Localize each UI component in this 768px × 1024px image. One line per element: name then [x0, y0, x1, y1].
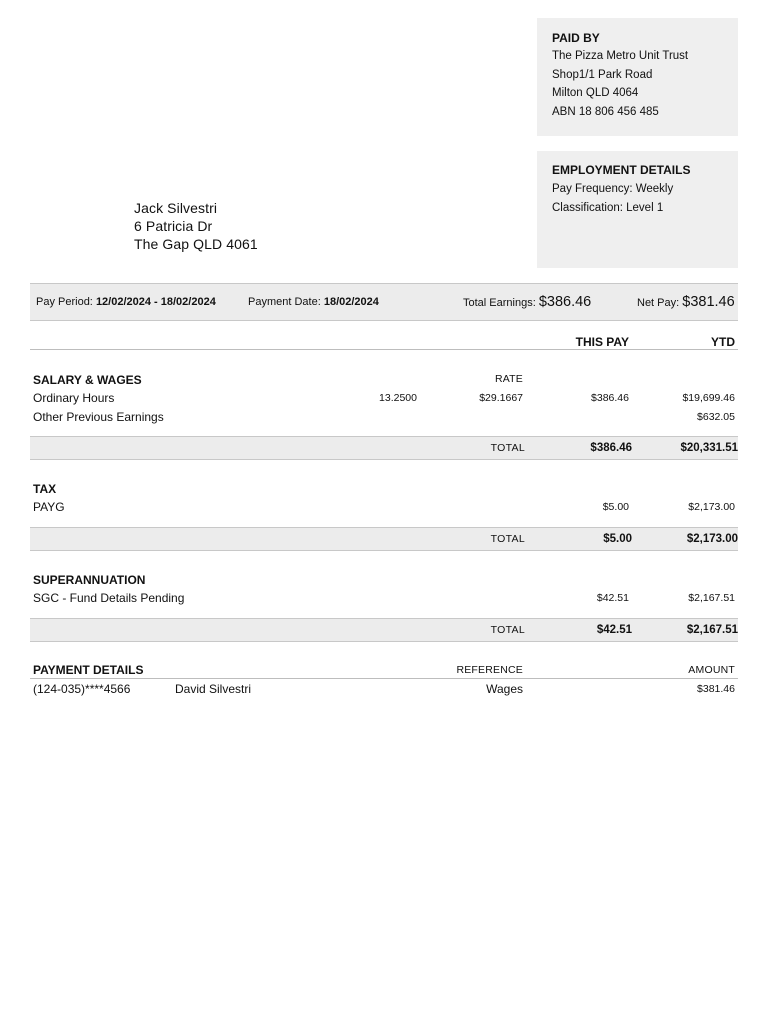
rate-header: RATE — [494, 373, 523, 385]
super-section-title: SUPERANNUATION — [33, 573, 146, 587]
salary-total-label: TOTAL — [490, 442, 525, 454]
payment-date-label: Payment Date: — [248, 296, 321, 308]
super-total-row — [30, 618, 738, 642]
this-pay-header: THIS PAY — [575, 335, 629, 349]
salary-section-title: SALARY & WAGES — [33, 373, 142, 387]
payment-reference: Wages — [486, 682, 523, 696]
salary-total-this-pay: $386.46 — [590, 442, 632, 454]
classification: Classification: Level 1 — [552, 201, 664, 214]
super-row-this-pay: $42.51 — [596, 592, 629, 604]
payment-header-divider — [30, 678, 738, 679]
tax-row-ytd: $2,173.00 — [688, 501, 735, 513]
tax-row-label: PAYG — [33, 500, 65, 514]
tax-total-label: TOTAL — [490, 533, 525, 545]
salary-row-this-pay: $386.46 — [591, 392, 629, 404]
pay-frequency: Pay Frequency: Weekly — [552, 183, 674, 195]
salary-row-rate: $29.1667 — [479, 392, 523, 404]
tax-total-ytd: $2,173.00 — [686, 533, 738, 545]
super-total-ytd: $2,167.51 — [686, 624, 738, 636]
tax-total-row — [30, 527, 738, 551]
recipient-street: 6 Patricia Dr — [134, 218, 213, 234]
salary-row-qty: 13.2500 — [379, 392, 417, 404]
payment-account: (124-035)****4566 — [33, 682, 131, 696]
net-pay — [637, 284, 735, 321]
net-pay-label: Net Pay: — [637, 297, 680, 309]
paid-by-street: Shop1/1 Park Road — [552, 68, 653, 81]
salary-row-label: Ordinary Hours — [33, 391, 115, 405]
salary-row-ytd: $632.05 — [697, 411, 735, 423]
tax-section-title: TAX — [33, 482, 57, 496]
payment-amount: $381.46 — [697, 683, 735, 695]
recipient-name: Jack Silvestri — [134, 200, 218, 216]
total-earnings-value: $386.46 — [538, 294, 592, 310]
super-total-label: TOTAL — [490, 624, 525, 636]
total-earnings-label: Total Earnings: — [463, 297, 536, 309]
payment-section-title: PAYMENT DETAILS — [33, 663, 144, 677]
payment-account-name: David Silvestri — [175, 682, 252, 696]
payment-date-value: 18/02/2024 — [323, 296, 379, 308]
column-header-divider — [30, 349, 738, 350]
amount-header: AMOUNT — [688, 664, 735, 676]
paid-by-city: Milton QLD 4064 — [552, 87, 639, 99]
employment-details-box — [537, 151, 738, 268]
pay-period-value: 12/02/2024 - 18/02/2024 — [95, 296, 216, 308]
salary-total-ytd: $20,331.51 — [680, 442, 738, 454]
total-earnings — [463, 284, 591, 321]
super-row-ytd: $2,167.51 — [688, 592, 735, 604]
ytd-header: YTD — [711, 335, 735, 349]
paid-by-company: The Pizza Metro Unit Trust — [552, 50, 689, 62]
paid-by-box — [537, 18, 738, 136]
super-row-label: SGC - Fund Details Pending — [33, 591, 185, 605]
recipient-city: The Gap QLD 4061 — [134, 236, 258, 252]
super-total-this-pay: $42.51 — [596, 624, 632, 636]
pay-summary-bar — [30, 283, 738, 321]
net-pay-value: $381.46 — [682, 294, 735, 310]
salary-row-ytd: $19,699.46 — [682, 392, 735, 404]
salary-total-row — [30, 436, 738, 460]
pay-period-label: Pay Period: — [36, 296, 93, 308]
paid-by-title: PAID BY — [552, 31, 600, 45]
tax-row-this-pay: $5.00 — [602, 501, 629, 513]
employment-details-title: EMPLOYMENT DETAILS — [552, 163, 691, 177]
salary-row-label: Other Previous Earnings — [33, 410, 164, 424]
payment-date — [248, 284, 379, 320]
paid-by-abn: ABN 18 806 456 485 — [552, 105, 659, 118]
reference-header: REFERENCE — [456, 664, 523, 676]
pay-period — [36, 284, 216, 320]
tax-total-this-pay: $5.00 — [603, 533, 632, 545]
